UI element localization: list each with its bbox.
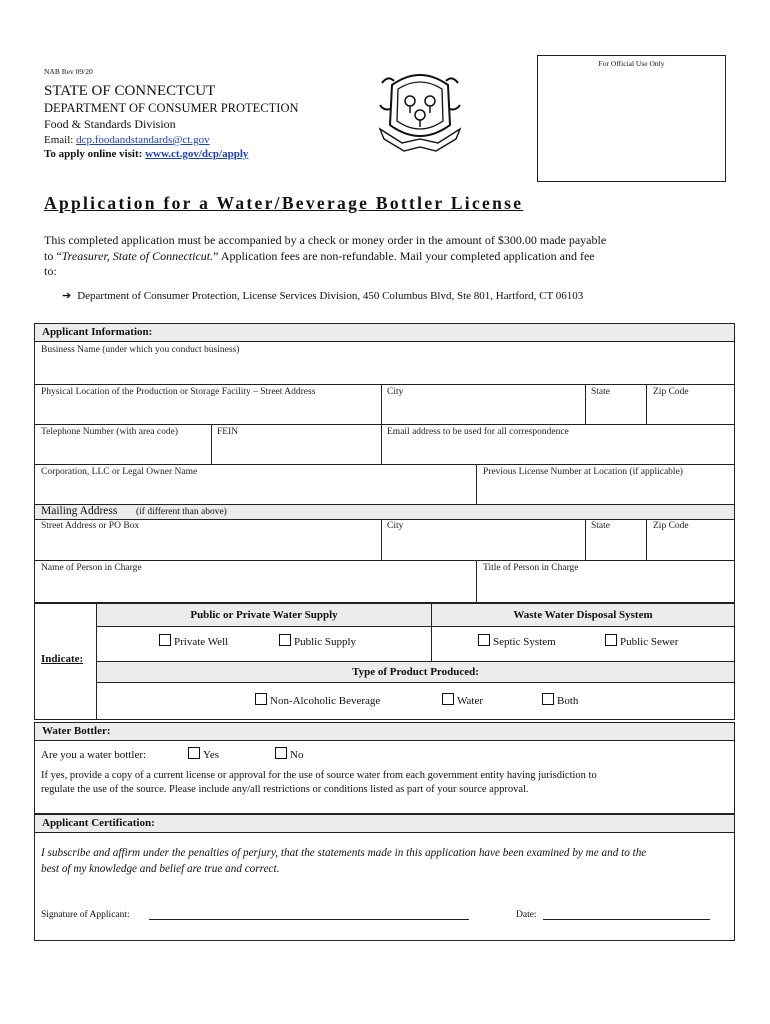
- non-alcoholic-checkbox[interactable]: [255, 693, 267, 705]
- intro-line-2-a: to “: [44, 248, 62, 263]
- water-text: Water: [457, 695, 483, 707]
- state-label: State: [591, 387, 610, 397]
- private-well-text: Private Well: [174, 636, 229, 648]
- both-option[interactable]: [542, 693, 578, 707]
- applicant-information-header: Applicant Information:: [35, 324, 734, 342]
- apply-label: To apply online visit:: [44, 148, 143, 160]
- mailing-address-note: (if different than above): [136, 507, 227, 517]
- public-sewer-text: Public Sewer: [620, 636, 679, 648]
- public-sewer-option[interactable]: [605, 634, 678, 648]
- arrow-right-icon: ➔: [62, 290, 72, 302]
- intro-line-2-b: ” Application fees are non-refundable. Mail your completed application and fee: [213, 248, 595, 263]
- certification-line-2: best of my knowledge and belief are true and correct.: [41, 862, 280, 875]
- both-text: Both: [557, 695, 579, 707]
- public-supply-checkbox[interactable]: [279, 634, 291, 646]
- bottler-no-option[interactable]: [275, 747, 303, 761]
- official-use-box: [537, 55, 726, 182]
- certification-statement: [41, 846, 646, 877]
- physical-location-label: Physical Location of the Production or Storage Facility – Street Address: [41, 387, 316, 397]
- indicate-section: [34, 603, 735, 720]
- owner-name-label: Corporation, LLC or Legal Owner Name: [41, 467, 198, 477]
- water-bottler-section: [34, 722, 735, 814]
- source-water-note: [41, 769, 597, 797]
- intro-line-2: [44, 249, 719, 265]
- indicate-label: Indicate:: [41, 653, 84, 665]
- non-alcoholic-text: Non-Alcoholic Beverage: [270, 695, 381, 707]
- mailing-state-label: State: [591, 521, 610, 531]
- source-water-note-line-2: regulate the use of the source. Please include any/all restrictions or conditions listed as part of your source approval.: [41, 784, 529, 795]
- both-checkbox[interactable]: [542, 693, 554, 705]
- water-bottler-question: Are you a water bottler:: [41, 749, 147, 761]
- bottler-yes-option[interactable]: [188, 747, 219, 761]
- bottler-yes-text: Yes: [203, 749, 220, 761]
- division-name: Food & Standards Division: [44, 117, 176, 131]
- water-option[interactable]: [442, 693, 483, 707]
- mailing-address-line: [62, 289, 583, 302]
- department-name: DEPARTMENT OF CONSUMER PROTECTION: [44, 101, 299, 115]
- intro-line-1: This completed application must be accompanied by a check or money order in the amount of $300.00 made payable: [44, 233, 607, 247]
- public-supply-option[interactable]: [279, 634, 356, 648]
- private-well-checkbox[interactable]: [159, 634, 171, 646]
- payee-name: Treasurer, State of Connecticut.: [61, 248, 214, 263]
- certification-section: [34, 814, 735, 941]
- signature-line[interactable]: [149, 919, 469, 920]
- email-line: [44, 134, 210, 146]
- bottler-no-text: No: [290, 749, 304, 761]
- telephone-label: Telephone Number (with area code): [41, 427, 179, 437]
- business-name-label: Business Name (under which you conduct business): [41, 345, 240, 355]
- waste-water-header: Waste Water Disposal System: [432, 604, 734, 626]
- fein-label: FEIN: [217, 427, 239, 437]
- intro-line-3: to:: [44, 264, 57, 278]
- business-name-field[interactable]: [35, 356, 734, 384]
- email-address-label: Email address to be used for all correspondence: [387, 427, 569, 437]
- previous-license-label: Previous License Number at Location (if applicable): [483, 467, 683, 477]
- signature-label: Signature of Applicant:: [41, 910, 130, 920]
- product-type-title: Type of Product Produced:: [352, 666, 479, 678]
- city-label: City: [387, 387, 404, 397]
- revision-code: NAB Rev 09/20: [44, 67, 93, 76]
- mailing-zip-label: Zip Code: [653, 521, 689, 531]
- email-link[interactable]: dcp.foodandstandards@ct.gov: [76, 134, 210, 146]
- form-title: Application for a Water/Beverage Bottler License: [44, 193, 524, 213]
- septic-system-checkbox[interactable]: [478, 634, 490, 646]
- state-name: STATE OF CONNECTCUT: [44, 83, 216, 99]
- mailing-address: Department of Consumer Protection, License Services Division, 450 Columbus Blvd, Ste 801, Hartford, CT 06103: [77, 290, 584, 302]
- date-line[interactable]: [543, 919, 710, 920]
- non-alcoholic-option[interactable]: [255, 693, 380, 707]
- date-label: Date:: [516, 910, 537, 920]
- source-water-note-line-1: If yes, provide a copy of a current license or approval for the use of source water from each government entity having jurisdiction to: [41, 770, 597, 781]
- person-in-charge-label: Name of Person in Charge: [41, 563, 142, 573]
- public-supply-text: Public Supply: [294, 636, 357, 648]
- bottler-yes-checkbox[interactable]: [188, 747, 200, 759]
- private-well-option[interactable]: [159, 634, 228, 648]
- water-checkbox[interactable]: [442, 693, 454, 705]
- bottler-no-checkbox[interactable]: [275, 747, 287, 759]
- septic-system-option[interactable]: [478, 634, 556, 648]
- applicant-information-section: [34, 323, 735, 603]
- public-sewer-checkbox[interactable]: [605, 634, 617, 646]
- certification-line-1: I subscribe and affirm under the penalties of perjury, that the statements made in this application have been examined by me and to the: [41, 847, 647, 859]
- email-label: Email:: [44, 134, 74, 146]
- official-use-label: For Official Use Only: [598, 59, 665, 68]
- intro-paragraph: [44, 233, 719, 280]
- certification-header: Applicant Certification:: [35, 815, 734, 833]
- connecticut-seal-icon: [372, 65, 468, 155]
- septic-system-text: Septic System: [493, 636, 556, 648]
- apply-line: [44, 148, 248, 160]
- zip-code-label: Zip Code: [653, 387, 689, 397]
- mailing-address-title: Mailing Address: [41, 505, 118, 517]
- street-address-label: Street Address or PO Box: [41, 521, 140, 531]
- apply-link[interactable]: www.ct.gov/dcp/apply: [145, 148, 249, 160]
- product-type-header: [97, 661, 734, 683]
- water-supply-header: Public or Private Water Supply: [97, 604, 431, 626]
- mailing-city-label: City: [387, 521, 404, 531]
- water-bottler-header: Water Bottler:: [35, 723, 734, 741]
- mailing-address-header: [35, 505, 734, 520]
- person-title-label: Title of Person in Charge: [483, 563, 579, 573]
